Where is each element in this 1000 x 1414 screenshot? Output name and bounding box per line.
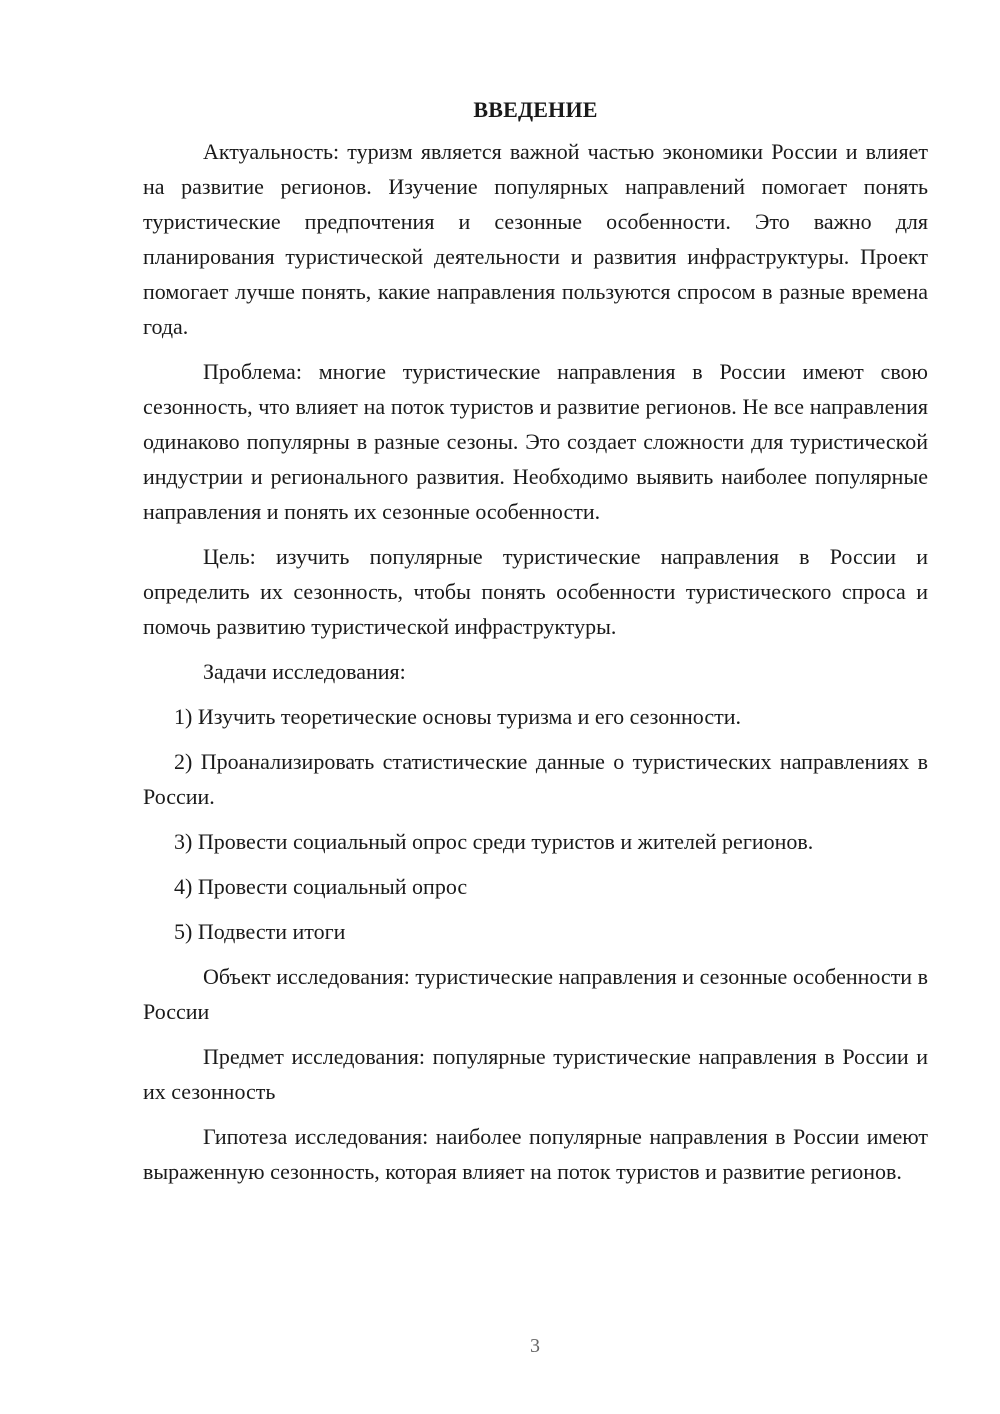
subject-paragraph: Предмет исследования: популярные туристические направления в России и их сезонность	[143, 1044, 928, 1104]
object-paragraph: Объект исследования: туристические направления и сезонные особенности в России	[143, 964, 928, 1024]
hypothesis-paragraph: Гипотеза исследования: наиболее популярные направления в России имеют выраженную сезонность, которая влияет на поток туристов и развитие регионов.	[143, 1124, 928, 1184]
problem-paragraph: Проблема: многие туристические направления в России имеют свою сезонность, что влияет на поток туристов и развитие регионов. Не все направления одинаково популярны в разные сезоны. Это создает сложности для туристической индустрии и регионального развития. Необходимо выявить наиболее популярные направления и понять их сезонные особенности.	[143, 359, 928, 524]
goal-paragraph: Цель: изучить популярные туристические направления в России и определить их сезонность, чтобы понять особенности туристического спроса и помочь развитию туристической инфраструктуры.	[143, 544, 928, 639]
tasks-heading: Задачи исследования:	[203, 659, 406, 684]
relevance-paragraph: Актуальность: туризм является важной частью экономики России и влияет на развитие регионов. Изучение популярных направлений помогает понять туристические предпочтения и сезонные особенности. Это важно для планирования туристической деятельности и развития инфраструктуры. Проект помогает лучше понять, какие направления пользуются спросом в разные времена года.	[143, 139, 928, 339]
task-item-5: 5) Подвести итоги	[174, 919, 346, 944]
task-item-2: 2) Проанализировать статистические данные о туристических направлениях в России.	[143, 749, 928, 809]
page-number: 3	[530, 1335, 540, 1357]
document-page	[143, 92, 928, 1199]
task-item-1: 1) Изучить теоретические основы туризма и его сезонности.	[174, 704, 741, 729]
task-item-4: 4) Провести социальный опрос	[174, 874, 468, 899]
section-title: ВВЕДЕНИЕ	[473, 97, 598, 122]
task-item-3: 3) Провести социальный опрос среди туристов и жителей регионов.	[174, 829, 814, 854]
